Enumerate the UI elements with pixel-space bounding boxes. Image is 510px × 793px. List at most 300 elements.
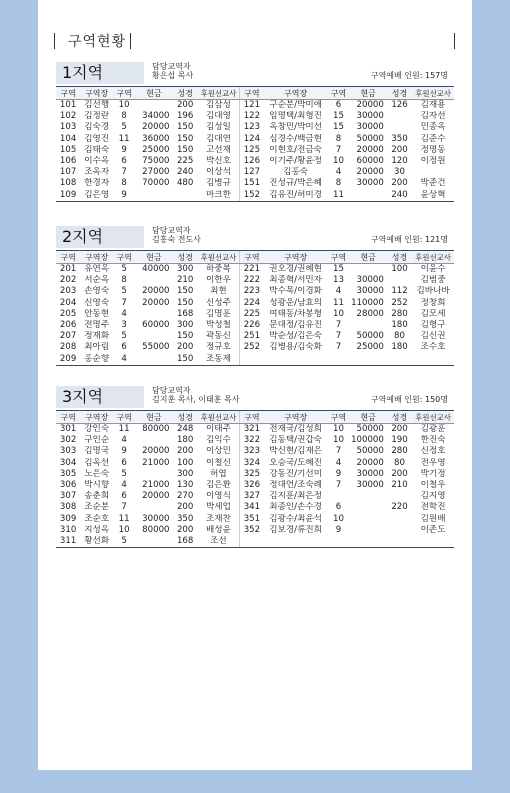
table-cell: 252 — [240, 342, 264, 353]
table-cell — [135, 536, 172, 548]
table-cell: 326 — [240, 480, 264, 491]
table-cell: 6 — [121, 156, 127, 167]
table-cell: 200 — [391, 424, 408, 435]
table-row — [56, 342, 454, 353]
table-row — [56, 514, 454, 525]
table-cell: 김선행 — [84, 100, 110, 111]
table-cell: 3 — [121, 320, 127, 331]
table-row — [56, 100, 454, 112]
table-cell: 4 — [113, 354, 135, 366]
table-cell: 207 — [59, 331, 77, 342]
table-cell: 7 — [121, 167, 127, 178]
table-cell: 30000 — [142, 513, 170, 524]
table-row — [56, 298, 454, 309]
table-cell: 80000 — [142, 424, 170, 435]
column-header: 후원선교사 — [198, 411, 240, 424]
table-cell — [328, 354, 350, 366]
table-cell: 7 — [335, 331, 342, 342]
table-cell: 신영숙 — [84, 297, 110, 308]
attendance-count: 구역예배 인원: 157명 — [370, 71, 448, 80]
table-cell: 5 — [121, 468, 127, 479]
table-cell: 10 — [118, 524, 130, 535]
table-cell: 226 — [240, 320, 264, 331]
table-cell: 박신현/김재은 — [269, 446, 322, 457]
table-cell: 110000 — [351, 297, 384, 308]
table-cell: 301 — [59, 424, 77, 435]
table-cell — [350, 264, 387, 276]
table-cell: 여태동/차봉형 — [269, 308, 322, 319]
table-row — [56, 190, 454, 202]
attendance-count: 구역예배 인원: 121명 — [370, 235, 448, 244]
table-cell: 221 — [240, 264, 264, 276]
table-cell: 151 — [240, 178, 264, 189]
table-cell: 김명훈 — [205, 308, 231, 319]
table-cell: 6 — [121, 491, 127, 502]
table-cell: 강동진/기선미 — [269, 468, 322, 479]
table-cell — [387, 536, 412, 548]
table-cell: 10 — [333, 156, 344, 167]
column-header: 현금 — [135, 411, 172, 424]
table-cell — [264, 354, 328, 366]
column-header: 구역 — [328, 87, 350, 100]
table-cell: 11 — [118, 424, 130, 435]
table-cell: 최종혁/서민자 — [269, 275, 322, 286]
table-cell: 350 — [391, 133, 408, 144]
table-cell — [173, 190, 198, 202]
table-cell: 이현호/전금숙 — [269, 144, 322, 155]
table-cell: 5 — [113, 536, 135, 548]
table-cell: 허엽 — [210, 468, 227, 479]
region-header — [56, 386, 454, 408]
table-cell: 최아림 — [84, 342, 110, 353]
table-cell: 마크한 — [198, 190, 240, 202]
column-header: 구역장 — [80, 87, 113, 100]
column-header: 성경 — [173, 251, 198, 264]
table-cell: 고선재 — [205, 144, 231, 155]
table-cell: 209 — [56, 354, 80, 366]
table-row — [56, 111, 454, 122]
table-cell: 150 — [176, 144, 194, 155]
table-cell — [328, 491, 350, 502]
table-row — [56, 134, 454, 145]
table-cell: 김바나바 — [416, 286, 450, 297]
table-cell: 10 — [333, 308, 344, 319]
column-header: 구역 — [113, 87, 135, 100]
table-cell: 10 — [333, 424, 344, 435]
column-header: 현금 — [350, 251, 387, 264]
table-cell: 180 — [391, 320, 408, 331]
pastor-name: 김홍숙 전도사 — [152, 235, 201, 244]
table-cell: 70000 — [142, 178, 170, 189]
table-cell: 김대영 — [205, 111, 231, 122]
column-header: 구역 — [328, 251, 350, 264]
column-header: 성경 — [387, 87, 412, 100]
column-header: 현금 — [350, 87, 387, 100]
region-table — [56, 410, 454, 548]
table-cell: 203 — [59, 286, 77, 297]
table-cell: 200 — [391, 468, 408, 479]
table-cell: 5 — [121, 122, 127, 133]
table-cell — [387, 111, 412, 122]
table-cell: 김삼성 — [205, 100, 231, 111]
column-header: 구역장 — [80, 411, 113, 424]
table-cell — [135, 100, 172, 112]
table-cell — [264, 536, 328, 548]
table-cell: 105 — [59, 144, 77, 155]
table-cell: 106 — [59, 156, 77, 167]
table-cell: 전학진 — [420, 502, 446, 513]
table-cell: 7 — [335, 320, 342, 331]
table-cell: 김자선 — [420, 111, 446, 122]
table-cell: 박수목/이경화 — [269, 286, 322, 297]
table-cell: 서순옥 — [84, 275, 110, 286]
table-row — [56, 145, 454, 156]
column-header: 후원선교사 — [412, 411, 454, 424]
table-cell: 101 — [59, 100, 77, 111]
column-header: 현금 — [135, 251, 172, 264]
table-cell: 김병규 — [205, 178, 231, 189]
table-cell — [350, 514, 387, 525]
column-header: 후원선교사 — [198, 251, 240, 264]
table-cell: 이기주/황윤정 — [269, 156, 322, 167]
table-cell: 200 — [176, 342, 194, 353]
table-cell — [240, 536, 264, 548]
table-cell: 10 — [333, 513, 344, 524]
pastor-label: 담당교역자 — [152, 62, 191, 71]
column-header: 구역장 — [80, 251, 113, 264]
table-cell: 30000 — [356, 275, 384, 286]
table-cell: 480 — [176, 178, 194, 189]
table-cell: 정대언/조숙례 — [269, 480, 322, 491]
region-header — [56, 226, 454, 248]
table-cell: 이한우 — [205, 275, 231, 286]
table-cell — [350, 190, 387, 202]
table-cell: 100 — [391, 264, 408, 275]
table-cell: 200 — [176, 502, 194, 513]
column-header: 후원선교사 — [412, 251, 454, 264]
table-cell: 심경수/백금현 — [269, 133, 322, 144]
table-cell: 107 — [59, 167, 77, 178]
table-cell: 임명택/최형진 — [269, 111, 322, 122]
table-cell: 4 — [121, 480, 127, 491]
table-cell: 4 — [121, 308, 127, 319]
table-cell: 121 — [240, 100, 264, 112]
table-cell: 205 — [59, 308, 77, 319]
table-row — [56, 446, 454, 457]
header-bar-right — [454, 33, 455, 49]
table-cell: 303 — [59, 446, 77, 457]
table-cell: 10 — [333, 435, 344, 446]
table-row — [56, 122, 454, 133]
table-cell: 100000 — [351, 435, 384, 446]
table-cell: 김지영 — [420, 491, 446, 502]
table-cell: 112 — [391, 286, 408, 297]
table-cell: 180 — [391, 342, 408, 353]
table-cell: 4 — [121, 435, 127, 446]
table-cell: 103 — [59, 122, 77, 133]
column-header: 구역 — [240, 251, 264, 264]
table-cell: 홍순향 — [80, 354, 113, 366]
table-cell: 조수호 — [420, 342, 446, 353]
table-cell: 150 — [176, 133, 194, 144]
table-cell: 조재찬 — [205, 513, 231, 524]
table-cell: 전재국/김성희 — [269, 424, 322, 435]
table-cell: 311 — [56, 536, 80, 548]
table-row — [56, 320, 454, 331]
table-head — [56, 411, 454, 424]
table-cell: 15 — [333, 111, 344, 122]
table-row — [56, 286, 454, 297]
table-cell: 321 — [240, 424, 264, 436]
table-cell: 302 — [59, 435, 77, 446]
table-cell — [350, 502, 387, 513]
table-cell: 박기정 — [420, 468, 446, 479]
table-cell: 지성옥 — [84, 524, 110, 535]
table-cell: 210 — [391, 480, 408, 491]
table-cell: 6 — [335, 502, 342, 513]
table-cell: 200 — [176, 446, 194, 457]
table-cell: 강인숙 — [84, 424, 110, 435]
table-cell — [135, 331, 172, 342]
table-cell: 11 — [333, 297, 344, 308]
table-cell: 김지훈/최은정 — [269, 491, 322, 502]
table-cell: 60000 — [142, 320, 170, 331]
region-table — [56, 86, 454, 202]
table-cell: 한경자 — [84, 178, 110, 189]
table-cell — [135, 275, 172, 286]
column-header: 구역 — [56, 411, 80, 424]
table-cell: 251 — [240, 331, 264, 342]
table-cell: 307 — [59, 491, 77, 502]
table-cell: 200 — [176, 100, 194, 111]
table-cell: 305 — [59, 468, 77, 479]
table-cell: 123 — [240, 122, 264, 133]
table-cell: 240 — [176, 167, 194, 178]
table-cell: 30000 — [356, 111, 384, 122]
table-cell: 이태주 — [205, 424, 231, 435]
table-row — [56, 469, 454, 480]
table-cell: 노은숙 — [84, 468, 110, 479]
table-cell: 김정란 — [84, 111, 110, 122]
page-header — [54, 29, 456, 59]
table-body — [56, 100, 454, 202]
table-cell: 280 — [391, 308, 408, 319]
table-cell — [412, 536, 454, 548]
table-row — [56, 536, 454, 548]
table-cell: 김범중 — [420, 275, 446, 286]
page-title: 구역현황 — [68, 34, 127, 50]
table-cell: 최종인/손수경 — [269, 502, 322, 513]
region-pastor-info — [152, 386, 239, 404]
table-cell: 이철우 — [420, 480, 446, 491]
table-cell: 정명동 — [420, 144, 446, 155]
table-cell: 이정원 — [420, 156, 446, 167]
table-cell: 50000 — [356, 446, 384, 457]
table-cell: 30000 — [356, 480, 384, 491]
table-cell: 304 — [59, 457, 77, 468]
table-cell: 21000 — [142, 480, 170, 491]
table-cell: 김성일 — [205, 122, 231, 133]
table-cell: 225 — [240, 309, 264, 320]
pastor-name: 김지훈 목사, 이태훈 목사 — [152, 395, 240, 404]
table-cell: 전명주 — [84, 320, 110, 331]
table-cell: 300 — [176, 320, 194, 331]
table-cell: 50000 — [356, 424, 384, 435]
table-row — [56, 156, 454, 167]
table-cell: 5 — [121, 264, 127, 275]
table-cell — [135, 309, 172, 320]
table-cell: 309 — [59, 513, 77, 524]
table-cell: 210 — [176, 275, 194, 286]
table-cell: 8 — [335, 133, 342, 144]
table-cell: 이상석 — [205, 167, 231, 178]
table-cell: 30000 — [356, 286, 384, 297]
table-cell: 구인순 — [84, 435, 110, 446]
table-cell: 252 — [391, 297, 408, 308]
table-cell: 김옥선 — [84, 457, 110, 468]
header-row — [56, 87, 454, 100]
table-cell: 김광수/최윤석 — [269, 513, 322, 524]
table-cell: 126 — [240, 156, 264, 167]
table-cell: 21000 — [142, 457, 170, 468]
region-section — [56, 226, 454, 366]
table-cell: 조선 — [198, 536, 240, 548]
table-cell: 김명국 — [84, 446, 110, 457]
table-cell: 150 — [176, 297, 194, 308]
table-cell — [350, 536, 387, 548]
table-cell: 박성철 — [205, 320, 231, 331]
table-cell: 222 — [240, 275, 264, 286]
table-cell: 150 — [176, 122, 194, 133]
table-cell: 성광운/남효의 — [269, 297, 322, 308]
table-cell: 9 — [335, 468, 342, 479]
table-cell: 20000 — [356, 144, 384, 155]
pastor-label: 담당교역자 — [152, 226, 191, 235]
table-cell — [135, 354, 172, 366]
table-cell: 이철신 — [205, 457, 231, 468]
table-cell: 13 — [333, 275, 344, 286]
table-cell: 20000 — [142, 122, 170, 133]
table-cell: 7 — [335, 446, 342, 457]
table-cell: 208 — [59, 342, 77, 353]
table-cell: 9 — [335, 524, 342, 535]
table-cell: 124 — [240, 134, 264, 145]
table-row — [56, 458, 454, 469]
table-cell: 80 — [394, 457, 405, 468]
region-section — [56, 62, 454, 202]
table-cell: 11 — [328, 190, 350, 202]
table-cell: 20000 — [142, 297, 170, 308]
table-cell: 20000 — [142, 446, 170, 457]
table-cell: 권오경/권혜현 — [269, 264, 322, 275]
table-cell: 100 — [176, 457, 194, 468]
table-cell: 60000 — [356, 156, 384, 167]
table-cell — [240, 354, 264, 366]
table-cell: 김유진/허미경 — [264, 190, 328, 202]
table-cell: 180 — [176, 435, 194, 446]
table-cell: 10 — [118, 100, 130, 111]
table-cell: 225 — [176, 156, 194, 167]
table-cell: 152 — [240, 190, 264, 202]
table-cell — [387, 491, 412, 502]
table-cell: 박순성/김은숙 — [269, 331, 322, 342]
table-cell: 125 — [240, 145, 264, 156]
pastor-label: 담당교역자 — [152, 386, 191, 395]
table-cell: 248 — [176, 424, 194, 435]
header-row — [56, 251, 454, 264]
table-cell: 40000 — [142, 264, 170, 275]
table-cell: 350 — [176, 513, 194, 524]
table-cell: 김신권 — [420, 331, 446, 342]
column-header: 현금 — [350, 411, 387, 424]
table-cell: 30000 — [356, 122, 384, 133]
table-cell: 25000 — [142, 144, 170, 155]
region-pastor-info — [152, 226, 201, 244]
table-cell: 109 — [56, 190, 80, 202]
header-row — [56, 411, 454, 424]
column-header: 구역장 — [264, 411, 328, 424]
table-cell: 20000 — [356, 167, 384, 178]
table-cell: 325 — [240, 469, 264, 480]
table-cell: 5 — [121, 286, 127, 297]
table-cell: 4 — [335, 167, 342, 178]
attendance-count: 구역예배 인원: 150명 — [370, 395, 448, 404]
table-cell: 308 — [59, 502, 77, 513]
table-cell: 곽동신 — [205, 331, 231, 342]
header-bar-mid — [130, 33, 131, 49]
table-cell: 323 — [240, 446, 264, 457]
table-cell: 30000 — [356, 178, 384, 189]
table-cell: 전우영 — [420, 457, 446, 468]
table-cell: 최현 — [210, 286, 227, 297]
table-cell: 7 — [121, 502, 127, 513]
table-cell: 15 — [333, 264, 344, 275]
table-cell: 20000 — [356, 457, 384, 468]
table-cell — [387, 275, 412, 286]
table-row — [56, 491, 454, 502]
table-cell: 옥창민/박미선 — [269, 122, 322, 133]
table-cell: 50000 — [356, 133, 384, 144]
table-cell: 130 — [176, 480, 194, 491]
table-cell: 6 — [121, 342, 127, 353]
table-cell: 조옥자 — [84, 167, 110, 178]
table-cell: 25000 — [356, 342, 384, 353]
table-cell: 341 — [240, 502, 264, 513]
region-pastor-info — [152, 62, 193, 80]
column-header: 성경 — [173, 411, 198, 424]
table-cell: 36000 — [142, 133, 170, 144]
table-cell — [135, 502, 172, 513]
table-cell: 김재용 — [420, 100, 446, 111]
header-bar-left — [54, 33, 55, 49]
table-cell: 204 — [59, 297, 77, 308]
table-cell: 이존도 — [420, 524, 446, 535]
table-row — [56, 502, 454, 513]
table-cell: 8 — [121, 275, 127, 286]
table-cell: 민종옥 — [420, 122, 446, 133]
table-cell: 310 — [59, 524, 77, 535]
table-cell: 300 — [176, 468, 194, 479]
table-cell — [135, 435, 172, 446]
table-cell: 김모세 — [420, 308, 446, 319]
region-name: 2지역 — [56, 226, 144, 248]
table-cell — [412, 354, 454, 366]
table-cell: 정창희 — [420, 297, 446, 308]
column-header: 성경 — [173, 87, 198, 100]
table-cell: 정재화 — [84, 331, 110, 342]
table-cell: 34000 — [142, 111, 170, 122]
table-row — [56, 480, 454, 491]
